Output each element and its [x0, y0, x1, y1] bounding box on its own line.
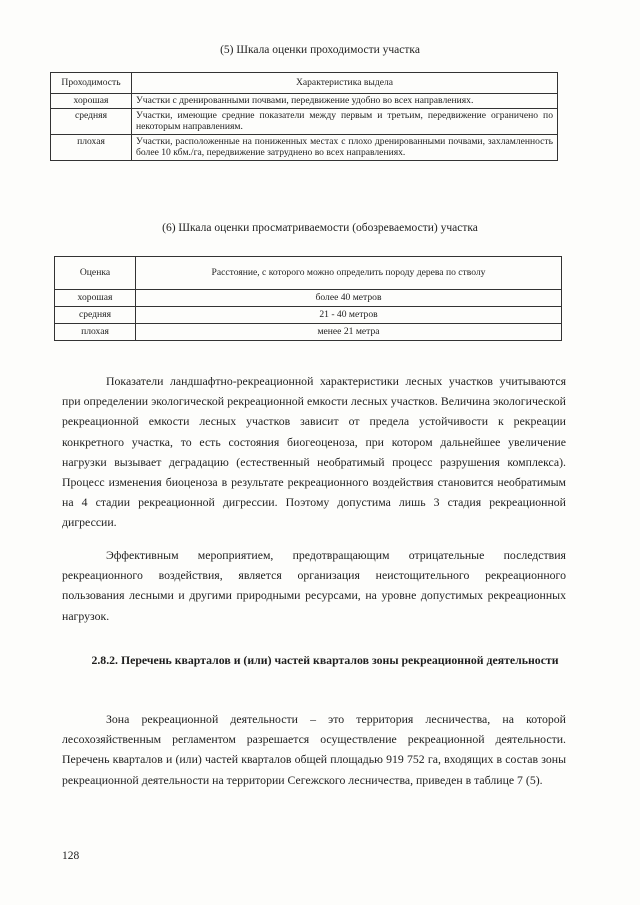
- description-cell: Участки, расположенные на пониженных местах с плохо дренированными почвами, захламленность более 10 кбм./га, передвижение затруднено во всех направлениях.: [132, 134, 558, 160]
- table-header-cell: Характеристика выдела: [132, 73, 558, 94]
- table-header-row: [51, 73, 558, 94]
- table2-caption: (6) Шкала оценки просматриваемости (обозреваемости) участка: [162, 222, 478, 234]
- grade-cell: плохая: [55, 324, 136, 341]
- table-row: [55, 290, 562, 307]
- distance-cell: менее 21 метра: [136, 324, 562, 341]
- paragraph-effective-measures: Эффективным мероприятием, предотвращающим отрицательные последствия рекреационного воздействия, является организация неистощительного рекреационного пользования лесными и другими природными ресурсами, на уровне допустимых рекреационных нагрузок.: [62, 548, 566, 623]
- passability-table: [50, 72, 558, 161]
- grade-cell: средняя: [55, 307, 136, 324]
- description-cell: Участки с дренированными почвами, передвижение удобно во всех направлениях.: [132, 94, 558, 109]
- table-row: [51, 134, 558, 160]
- visibility-table: [54, 256, 562, 341]
- paragraph-recreation-zone: Зона рекреационной деятельности – это территория лесничества, на которой лесохозяйственным регламентом разрешается осуществление рекреационной деятельности. Перечень кварталов и (или) частей кварталов общей площадью 919 752 га, входящих в состав зоны рекреационной деятельности на территории Сегежского лесничества, приведен в таблице 7 (5).: [62, 712, 566, 787]
- table-row: [51, 94, 558, 109]
- table-header-cell: Оценка: [55, 257, 136, 290]
- grade-cell: средняя: [51, 108, 132, 134]
- paragraph-recreational-capacity: Показатели ландшафтно-рекреационной характеристики лесных участков учитываются при определении экологической рекреационной емкости лесных участков. Величина экологической рекреационной емкости лесных участков зависит от предела устойчивости к рекреации конкретного участка, то есть состояния биогеоценоза, при котором дальнейшее увеличение нагрузки вызывает деградацию (естественный необратимый процесс разрушения комплекса). Процесс изменения биоценоза в результате рекреационного воздействия становится необратимым на 4 стадии рекреационной дигрессии. Поэтому допустима лишь 3 стадия рекреационной дигрессии.: [62, 374, 566, 530]
- grade-cell: плохая: [51, 134, 132, 160]
- grade-cell: хорошая: [51, 94, 132, 109]
- description-cell: Участки, имеющие средние показатели между первым и третьим, передвижение ограничено по некоторым направлениям.: [132, 108, 558, 134]
- table-header-row: [55, 257, 562, 290]
- table-row: [55, 324, 562, 341]
- page-number: 128: [62, 850, 80, 862]
- distance-cell: более 40 метров: [136, 290, 562, 307]
- grade-cell: хорошая: [55, 290, 136, 307]
- table1-caption: (5) Шкала оценки проходимости участка: [220, 44, 420, 56]
- table-row: [51, 108, 558, 134]
- distance-cell: 21 - 40 метров: [136, 307, 562, 324]
- table-header-cell: Расстояние, с которого можно определить породу дерева по стволу: [136, 257, 562, 290]
- section-heading: 2.8.2. Перечень кварталов и (или) частей кварталов зоны рекреационной деятельности: [91, 653, 559, 667]
- table-header-cell: Проходимость: [51, 73, 132, 94]
- table-row: [55, 307, 562, 324]
